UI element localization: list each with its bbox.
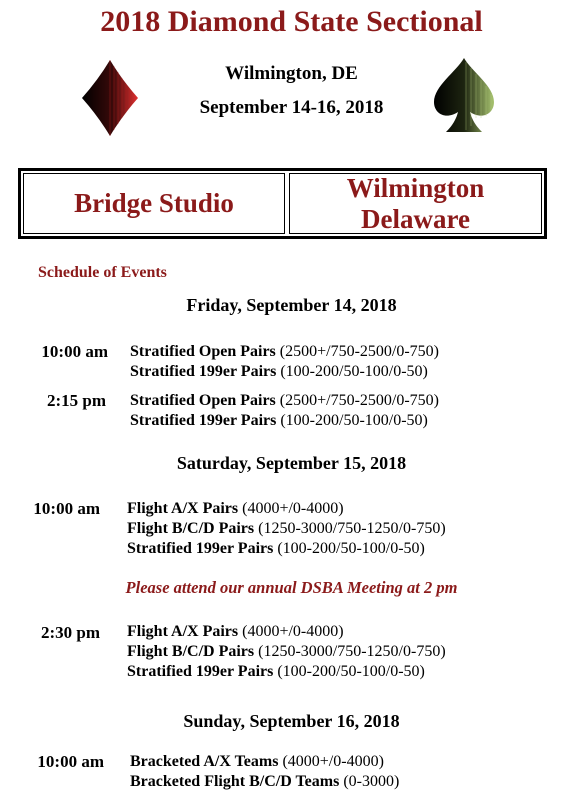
event-name: Stratified 199er Pairs bbox=[130, 363, 277, 380]
meeting-notice: Please attend our annual DSBA Meeting at 2 pm bbox=[125, 578, 458, 597]
session-time: 2:15 pm bbox=[46, 391, 106, 410]
event-line bbox=[127, 642, 446, 662]
event-city: Wilmington, DE bbox=[225, 63, 358, 84]
day-heading-friday: Friday, September 14, 2018 bbox=[186, 295, 397, 315]
event-line bbox=[130, 752, 384, 772]
diamond-icon bbox=[78, 58, 142, 138]
event-name: Flight A/X Pairs bbox=[127, 623, 239, 640]
event-line bbox=[130, 342, 439, 362]
event-detail: (2500+/750-2500/0-750) bbox=[279, 343, 439, 360]
venue-location-text: Wilmington Delaware bbox=[346, 172, 485, 234]
event-line bbox=[130, 411, 428, 431]
event-detail: (4000+/0-4000) bbox=[242, 623, 344, 640]
event-name: Flight B/C/D Pairs bbox=[127, 520, 255, 537]
event-detail: (100-200/50-100/0-50) bbox=[277, 663, 425, 680]
event-detail: (0-3000) bbox=[343, 773, 400, 790]
event-detail: (100-200/50-100/0-50) bbox=[280, 412, 428, 429]
event-line bbox=[130, 772, 399, 792]
event-line bbox=[127, 499, 344, 519]
event-detail: (4000+/0-4000) bbox=[282, 753, 384, 770]
event-detail: (2500+/750-2500/0-750) bbox=[279, 392, 439, 409]
event-name: Stratified Open Pairs bbox=[130, 343, 276, 360]
session-time: 10:00 am bbox=[33, 499, 100, 518]
venue-box bbox=[18, 168, 547, 239]
schedule-heading: Schedule of Events bbox=[38, 264, 167, 281]
event-line bbox=[127, 519, 446, 539]
session-time: 2:30 pm bbox=[40, 623, 100, 642]
event-line bbox=[130, 391, 439, 411]
event-name: Flight B/C/D Pairs bbox=[127, 643, 255, 660]
venue-name bbox=[23, 173, 285, 234]
event-name: Stratified 199er Pairs bbox=[130, 412, 277, 429]
event-name: Stratified 199er Pairs bbox=[127, 540, 274, 557]
day-heading-saturday: Saturday, September 15, 2018 bbox=[176, 453, 407, 473]
event-line bbox=[127, 662, 425, 682]
venue-name-text: Bridge Studio bbox=[74, 188, 234, 218]
event-dates: September 14-16, 2018 bbox=[199, 97, 384, 118]
event-detail: (100-200/50-100/0-50) bbox=[277, 540, 425, 557]
session-time: 10:00 am bbox=[41, 342, 108, 361]
event-detail: (1250-3000/750-1250/0-750) bbox=[258, 643, 446, 660]
event-name: Stratified Open Pairs bbox=[130, 392, 276, 409]
event-line bbox=[127, 622, 344, 642]
event-detail: (4000+/0-4000) bbox=[242, 500, 344, 517]
event-name: Flight A/X Pairs bbox=[127, 500, 239, 517]
event-line bbox=[130, 362, 428, 382]
day-heading-sunday: Sunday, September 16, 2018 bbox=[183, 711, 400, 731]
venue-location bbox=[289, 173, 542, 234]
event-detail: (100-200/50-100/0-50) bbox=[280, 363, 428, 380]
session-time: 10:00 am bbox=[37, 752, 104, 771]
event-detail: (1250-3000/750-1250/0-750) bbox=[258, 520, 446, 537]
event-name: Bracketed Flight B/C/D Teams bbox=[130, 773, 340, 790]
spade-icon bbox=[432, 56, 496, 136]
event-name: Bracketed A/X Teams bbox=[130, 753, 279, 770]
event-line bbox=[127, 539, 425, 559]
event-name: Stratified 199er Pairs bbox=[127, 663, 274, 680]
page-title: 2018 Diamond State Sectional bbox=[100, 5, 483, 38]
